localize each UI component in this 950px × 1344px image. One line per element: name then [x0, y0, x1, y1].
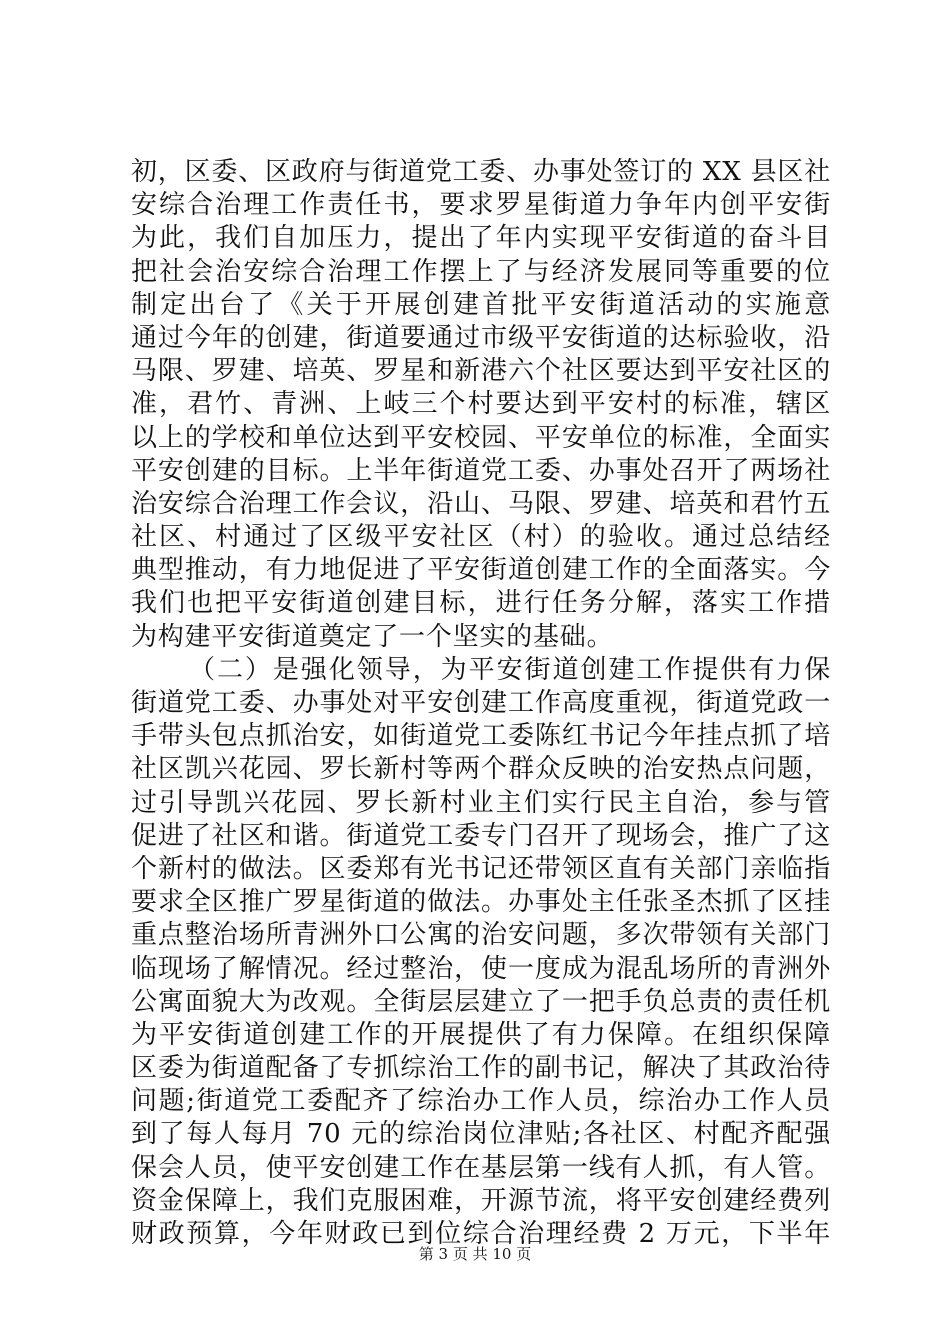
text-line: （二）是强化领导，为平安街道创建工作提供有力保 [189, 654, 831, 685]
text-line: 要求全区推广罗星街道的做法。办事处主任张圣杰抓了区挂 [131, 887, 831, 918]
text-line: 过引导凯兴花园、罗长新村业主们实行民主自治，参与管 [131, 787, 831, 818]
text-line: 以上的学校和单位达到平安校园、平安单位的标准，全面实 [131, 422, 831, 453]
text-line: 促进了社区和谐。街道党工委专门召开了现场会，推广了这 [131, 820, 831, 851]
text-line: 为平安街道创建工作的开展提供了有力保障。在组织保障 [131, 1019, 831, 1050]
body-text [131, 156, 831, 1251]
text-line: 为构建平安街道奠定了一个坚实的基础。 [131, 621, 614, 652]
text-line: 保会人员，使平安创建工作在基层第一线有人抓，有人管。 [131, 1152, 831, 1183]
text-line: 通过今年的创建，街道要通过市级平安街道的达标验收，沿 [131, 322, 831, 353]
text-line: 社区、村通过了区级平安社区（村）的验收。通过总结经 [131, 522, 831, 553]
text-line: 制定出台了《关于开展创建首批平安街道活动的实施意 [131, 289, 831, 320]
text-line: 临现场了解情况。经过整治，使一度成为混乱场所的青洲外 [131, 953, 831, 984]
text-line: 为此，我们自加压力，提出了年内实现平安街道的奋斗目 [131, 223, 831, 254]
text-line: 到了每人每月 70 元的综治岗位津贴;各社区、村配齐配强 [131, 1119, 831, 1150]
text-line: 平安创建的目标。上半年街道党工委、办事处召开了两场社 [131, 455, 831, 486]
text-line: 财政预算，今年财政已到位综合治理经费 2 万元，下半年 [131, 1219, 831, 1249]
text-line: 把社会治安综合治理工作摆上了与经济发展同等重要的位 [131, 256, 831, 287]
text-line: 社区凯兴花园、罗长新村等两个群众反映的治安热点问题， [131, 754, 831, 785]
text-line: 我们也把平安街道创建目标，进行任务分解，落实工作措 [131, 588, 831, 619]
text-line: 街道党工委、办事处对平安创建工作高度重视，街道党政一 [131, 688, 831, 718]
text-line: 准，君竹、青洲、上岐三个村要达到平安村的标准，辖区 [131, 389, 831, 420]
text-line: 区委为街道配备了专抓综治工作的副书记，解决了其政治待 [131, 1053, 831, 1084]
text-line: 个新村的做法。区委郑有光书记还带领区直有关部门亲临指 [131, 853, 831, 884]
text-line: 马限、罗建、培英、罗星和新港六个社区要达到平安社区的 [131, 356, 831, 387]
text-line: 公寓面貌大为改观。全街层层建立了一把手负总责的责任机 [131, 986, 831, 1017]
text-line: 初，区委、区政府与街道党工委、办事处签订的 XX 县区社 [131, 157, 831, 187]
text-line: 重点整治场所青洲外口公寓的治安问题，多次带领有关部门 [131, 920, 831, 951]
text-line: 安综合治理工作责任书，要求罗星街道力争年内创平安街 [131, 190, 831, 221]
text-line: 治安综合治理工作会议，沿山、马限、罗建、培英和君竹五 [131, 488, 831, 519]
page-footer: 第 3 页 共 10 页 [418, 1245, 532, 1263]
text-line: 典型推动，有力地促进了平安街道创建工作的全面落实。今 [131, 555, 831, 586]
text-line: 手带头包点抓治安，如街道党工委陈红书记今年挂点抓了培 [131, 721, 831, 752]
text-line: 问题;街道党工委配齐了综治办工作人员，综治办工作人员 [131, 1086, 831, 1117]
text-line: 资金保障上，我们克服困难，开源节流，将平安创建经费列 [131, 1185, 831, 1216]
